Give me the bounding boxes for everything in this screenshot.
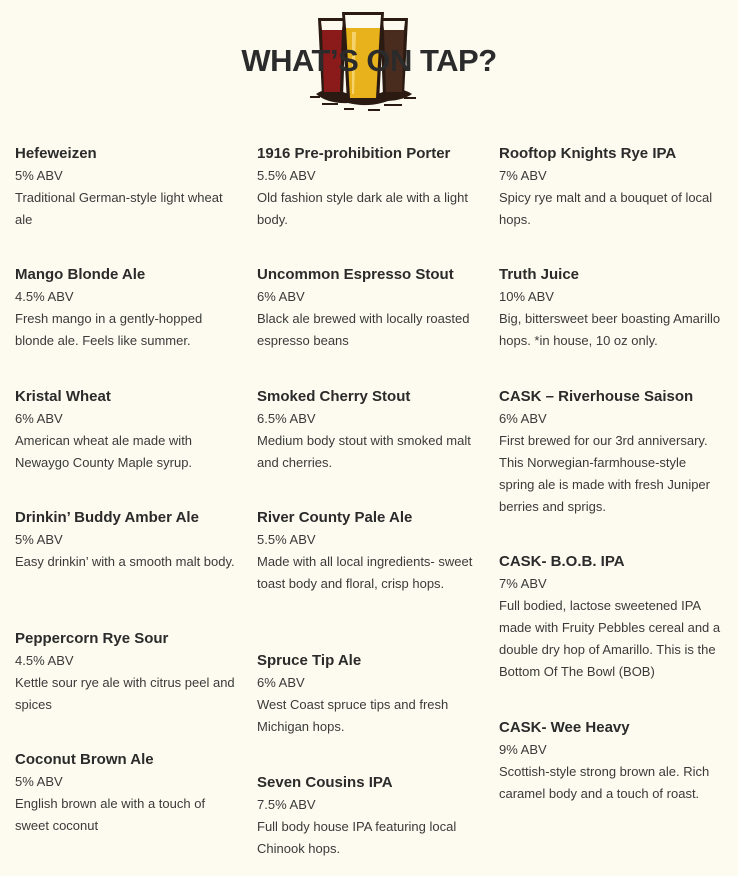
beer-description: Big, bittersweet beer boasting Amarillo hops. *in house, 10 oz only. [499, 311, 721, 348]
beer-abv: 6.5% ABV [257, 411, 316, 426]
beer-item [257, 144, 482, 231]
beer-name: Coconut Brown Ale [15, 751, 154, 768]
beer-name: Hefeweizen [15, 145, 97, 162]
page-title: WHAT’S ON TAP? [241, 43, 497, 78]
beer-abv: 7% ABV [499, 168, 547, 183]
beer-item [499, 552, 724, 683]
beer-abv: 6% ABV [499, 411, 547, 426]
beer-abv: 10% ABV [499, 289, 554, 304]
beer-abv: 6% ABV [257, 289, 305, 304]
beer-abv: 5.5% ABV [257, 532, 316, 547]
beer-name: Seven Cousins IPA [257, 774, 393, 791]
beer-name: Truth Juice [499, 266, 580, 283]
beer-description: Made with all local ingredients- sweet toast body and floral, crisp hops. [257, 554, 473, 591]
beer-item [15, 629, 240, 716]
beer-description: Spicy rye malt and a bouquet of local hops. [499, 190, 713, 227]
beer-description: Black ale brewed with locally roasted espresso beans [257, 311, 470, 348]
beer-name: Peppercorn Rye Sour [15, 630, 169, 647]
beer-description: West Coast spruce tips and fresh Michigan hops. [257, 697, 449, 734]
beer-description: Traditional German-style light wheat ale [15, 190, 223, 227]
beer-description: Easy drinkin’ with a smooth malt body. [15, 554, 235, 569]
beer-description: Kettle sour rye ale with citrus peel and spices [15, 675, 235, 712]
beer-abv: 5% ABV [15, 168, 63, 183]
beer-item [15, 750, 240, 837]
beer-item [257, 387, 482, 474]
beer-description: Medium body stout with smoked malt and cherries. [257, 433, 471, 470]
beer-name: Rooftop Knights Rye IPA [499, 145, 677, 162]
beer-item [257, 651, 482, 738]
beer-name: Drinkin’ Buddy Amber Ale [15, 509, 199, 526]
beer-item [15, 144, 240, 231]
beer-item [257, 508, 482, 595]
beer-abv: 4.5% ABV [15, 653, 74, 668]
beer-name: Mango Blonde Ale [15, 266, 146, 283]
beer-name: Smoked Cherry Stout [257, 388, 411, 405]
beer-description: English brown ale with a touch of sweet coconut [15, 796, 206, 833]
beer-abv: 5% ABV [15, 532, 63, 547]
beer-description: Fresh mango in a gently-hopped blonde ale. Feels like summer. [15, 311, 203, 348]
beer-name: Uncommon Espresso Stout [257, 266, 454, 283]
beer-name: River County Pale Ale [257, 509, 413, 526]
beer-name: CASK- Wee Heavy [499, 719, 630, 736]
beer-description: Scottish-style strong brown ale. Rich caramel body and a touch of roast. [499, 764, 710, 801]
beer-name: CASK- B.O.B. IPA [499, 553, 625, 570]
beer-item [499, 144, 724, 231]
beer-name: Kristal Wheat [15, 388, 111, 405]
beer-abv: 4.5% ABV [15, 289, 74, 304]
beer-item [257, 773, 482, 860]
beer-item [499, 265, 724, 352]
beer-name: CASK – Riverhouse Saison [499, 388, 694, 405]
beer-item [15, 508, 240, 573]
page-header [0, 0, 738, 120]
beer-description: Old fashion style dark ale with a light body. [257, 190, 468, 227]
beer-item [499, 718, 724, 805]
beer-description: American wheat ale made with Newaygo County Maple syrup. [15, 433, 193, 470]
beer-item [499, 387, 724, 518]
beer-item [257, 265, 482, 352]
beer-abv: 7% ABV [499, 576, 547, 591]
beer-abv: 9% ABV [499, 742, 547, 757]
beer-abv: 6% ABV [15, 411, 63, 426]
beer-description: Full bodied, lactose sweetened IPA made with Fruity Pebbles cereal and a double dry hop of Amarillo. This is the Bottom Of The Bowl (BOB) [499, 598, 721, 679]
beer-abv: 5.5% ABV [257, 168, 316, 183]
beer-description: Full body house IPA featuring local Chinook hops. [257, 819, 457, 856]
beer-item [15, 387, 240, 474]
beer-item [15, 265, 240, 352]
beer-abv: 6% ABV [257, 675, 305, 690]
beer-name: Spruce Tip Ale [257, 652, 362, 669]
beer-description: First brewed for our 3rd anniversary. This Norwegian-farmhouse-style spring ale is made with fresh Juniper berries and sprigs. [499, 433, 710, 514]
beer-abv: 7.5% ABV [257, 797, 316, 812]
beer-abv: 5% ABV [15, 774, 63, 789]
beer-name: 1916 Pre-prohibition Porter [257, 145, 451, 162]
